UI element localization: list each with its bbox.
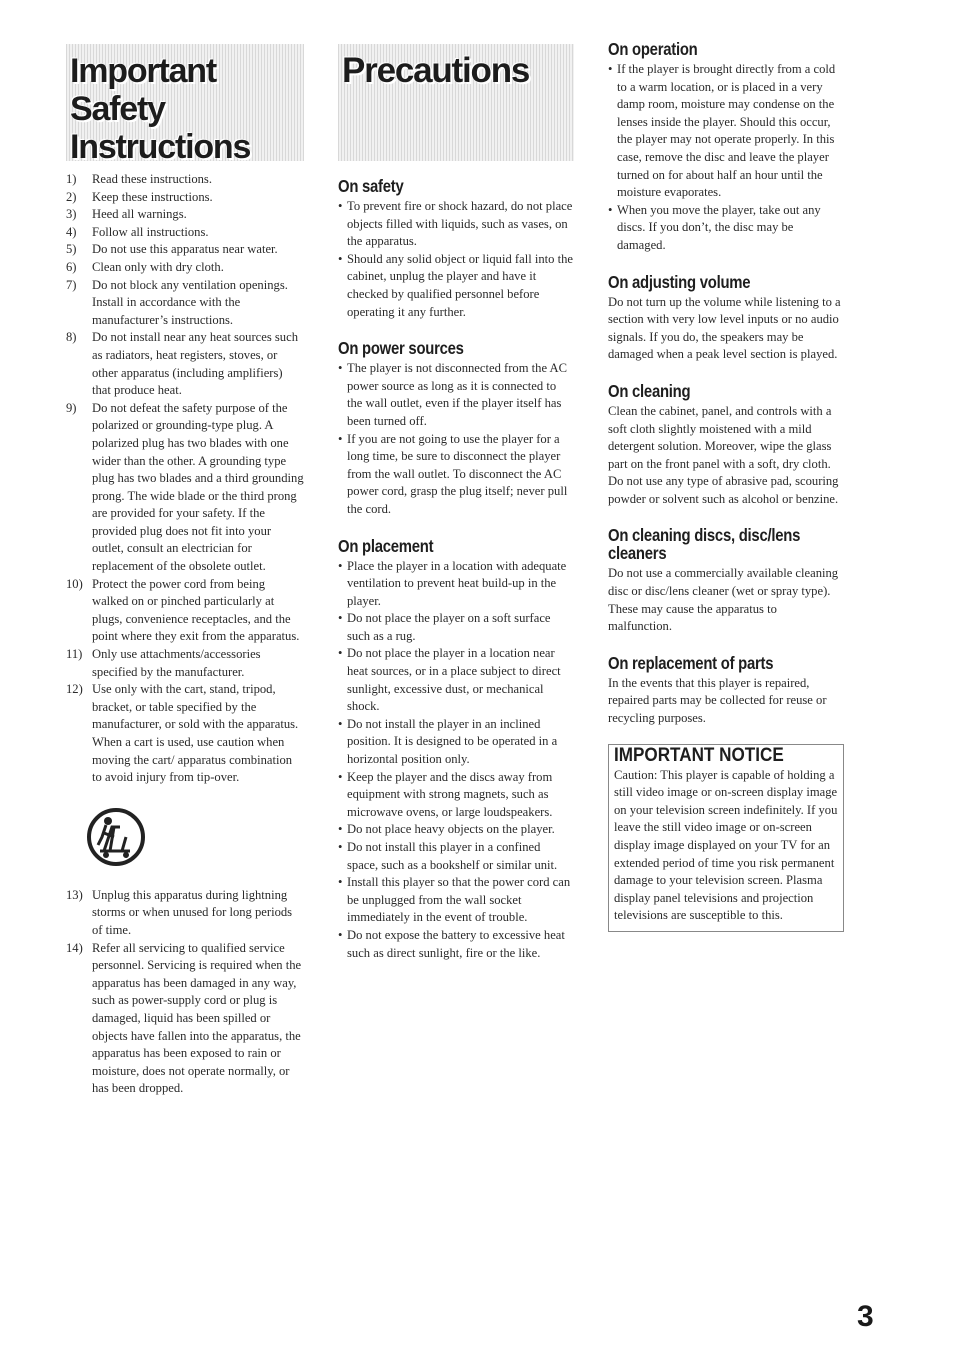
instruction-item	[66, 277, 304, 330]
precautions-column-continued	[608, 40, 844, 932]
section-heading: On placement	[338, 535, 434, 556]
section-heading: On operation	[608, 39, 698, 59]
section-text: Do not use a commercially available cleaning disc or disc/lens cleaner (wet or spray type). These may cause the apparatus to malfunction.	[608, 566, 839, 634]
instruction-number: 1)	[66, 172, 77, 186]
bullet-item: • Do not expose the battery to excessive heat such as direct sunlight, fire or the like.	[338, 927, 574, 962]
bullet-list	[338, 558, 574, 963]
bullet-list	[338, 360, 574, 518]
instruction-text: Unplug this apparatus during lightning storms or when unused for long periods of time.	[92, 887, 293, 937]
page-number: 3	[857, 1300, 874, 1333]
bullet-item: • Do not place heavy objects on the player.	[338, 821, 574, 839]
instruction-number: 8)	[66, 330, 77, 345]
safety-instructions-column	[66, 44, 304, 1098]
instruction-number: 3)	[66, 207, 77, 222]
bullet-item: • To prevent fire or shock hazard, do not place objects filled with liquids, such as vases, on the apparatus.	[338, 198, 574, 251]
bullet-item: • Place the player in a location with adequate ventilation to prevent heat build-up in the player.	[338, 558, 574, 611]
section-text: Do not turn up the volume while listening to a section with very low level inputs or no audio signals. If you do, the speakers may be damaged when a peak level section is played.	[608, 294, 841, 362]
instruction-item	[66, 329, 304, 399]
instruction-text: Do not defeat the safety purpose of the polarized or grounding-type plug. A polarized plug has two blades with one wider than the other. A grounding type plug has two blades and a third grounding prong. The wide blade or the third prong are provided for your safety. If the provided plug does not fit into your outlet, consult an electrician for replacement of the obsolete outlet.	[92, 400, 304, 574]
instructions-list-b	[66, 887, 304, 1098]
instruction-number: 5)	[66, 242, 77, 257]
instruction-item	[66, 241, 304, 259]
instruction-text: Heed all warnings.	[92, 207, 187, 222]
section-heading: On cleaning discs, disc/lens cleaners	[608, 525, 801, 564]
instruction-number: 14)	[66, 940, 83, 955]
precautions-banner	[338, 44, 574, 161]
bullet-item: • Keep the player and the discs away from equipment with strong magnets, such as microwave ovens, or large loudspeakers.	[338, 769, 574, 822]
instruction-number: 6)	[66, 259, 77, 274]
section-heading: On safety	[338, 176, 404, 196]
section-heading: On adjusting volume	[608, 271, 751, 292]
instruction-number: 13)	[66, 887, 83, 902]
instruction-item	[66, 400, 304, 576]
instruction-text: Clean only with dry cloth.	[92, 259, 224, 274]
instruction-text: Do not use this apparatus near water.	[92, 242, 278, 257]
bullet-item: • If you are not going to use the player for a long time, be sure to disconnect the player from the wall outlet. To disconnect the AC power cord, grasp the plug itself; never pull the cord.	[338, 431, 574, 519]
instruction-text: Read these instructions.	[92, 172, 212, 186]
notice-text: Caution: This player is capable of holding a still video image or on-screen display image on your television screen indefinitely. If you leave the still video image or on-screen display image displayed on your TV for an extended period of time you risk permanent damage to your television screen. Plasma display panel televisions and projection televisions are susceptible to this.	[614, 767, 838, 923]
instruction-text: Refer all servicing to qualified service personnel. Servicing is required when the apparatus has been damaged in any way, such as power-supply cord or plug is damaged, liquid has been spilled or objects have fallen into the apparatus, the apparatus has been exposed to rain or moisture, does not operate normally, or has been dropped.	[92, 940, 302, 1096]
section-power-sources	[338, 339, 574, 518]
precautions-column	[338, 44, 574, 962]
instruction-item	[66, 171, 304, 189]
section-heading: On cleaning	[608, 380, 691, 401]
instruction-number: 10)	[66, 576, 83, 591]
bullet-item: • If the player is brought directly from a cold to a warm location, or is placed in a very damp room, moisture may condense on the lenses inside the player. Should this occur, the player may not operate properly. In this case, remove the disc and leave the player turned on for about half an hour until the moisture evaporates.	[608, 61, 844, 202]
bullet-item: • Do not install the player in an inclined position. It is designed to be operated in a horizontal position only.	[338, 716, 574, 769]
instruction-item	[66, 259, 304, 277]
instruction-text: Do not block any ventilation openings. Install in accordance with the manufacturer’s instructions.	[92, 277, 288, 327]
section-text: Clean the cabinet, panel, and controls with a soft cloth slightly moistened with a mild detergent solution. Moreover, wipe the glass part on the front panel with a soft, dry cloth. Do not use any type of abrasive pad, scouring powder or solvent such as alcohol or benzine.	[608, 403, 839, 506]
instruction-text: Use only with the cart, stand, tripod, bracket, or table specified by the manufacturer, or sold with the apparatus. When a cart is used, use caution when moving the cart/ apparatus combination to avoid injury from tip-over.	[92, 682, 299, 785]
instruction-item	[66, 646, 304, 681]
instruction-number: 4)	[66, 224, 77, 239]
instruction-item	[66, 189, 304, 207]
section-replacement-parts	[608, 654, 844, 728]
section-cleaning	[608, 382, 844, 509]
instruction-item	[66, 224, 304, 242]
section-adjusting-volume	[608, 273, 844, 364]
instruction-number: 12)	[66, 682, 83, 697]
instruction-number: 2)	[66, 189, 77, 204]
instruction-number: 7)	[66, 277, 77, 292]
instruction-item	[66, 681, 304, 787]
instruction-number: 11)	[66, 647, 83, 662]
bullet-list	[338, 198, 574, 321]
banner-title-line1: Important Safety	[70, 52, 216, 128]
instruction-text: Protect the power cord from being walked on or pinched particularly at plugs, convenience receptacles, and the point where they exit from the apparatus.	[92, 576, 300, 644]
bullet-item: • Do not place the player in a location near heat sources, or in a place subject to direct sunlight, excessive dust, or mechanical shock.	[338, 645, 574, 715]
notice-heading: IMPORTANT NOTICE	[614, 744, 784, 766]
instruction-item	[66, 576, 304, 646]
important-notice-box	[608, 744, 844, 932]
bullet-list	[608, 61, 844, 255]
section-placement	[338, 537, 574, 963]
instruction-text: Only use attachments/accessories specified by the manufacturer.	[92, 647, 261, 679]
instruction-text: Keep these instructions.	[92, 189, 213, 204]
cart-warning-icon	[86, 807, 146, 867]
section-text: In the events that this player is repaired, repaired parts may be collected for reuse or recycling purposes.	[608, 675, 827, 726]
instruction-item	[66, 940, 304, 1098]
bullet-item: • When you move the player, take out any discs. If you don’t, the disc may be damaged.	[608, 202, 844, 255]
instruction-text: Follow all instructions.	[92, 224, 209, 239]
instruction-item	[66, 887, 304, 940]
bullet-item: • Install this player so that the power cord can be unplugged from the wall socket immediately in the event of trouble.	[338, 874, 574, 927]
section-heading: On replacement of parts	[608, 652, 774, 673]
bullet-item: • Do not place the player on a soft surface such as a rug.	[338, 610, 574, 645]
section-heading: On power sources	[338, 338, 464, 359]
instruction-text: Do not install near any heat sources such as radiators, heat registers, stoves, or other apparatus (including amplifiers) that produce heat.	[92, 330, 298, 398]
bullet-item: • The player is not disconnected from the AC power source as long as it is connected to the wall outlet, even if the player itself has been turned off.	[338, 360, 574, 430]
section-safety	[338, 177, 574, 321]
bullet-item: • Should any solid object or liquid fall into the cabinet, unplug the player and have it checked by qualified personnel before operating it any further.	[338, 251, 574, 321]
precautions-title: Precautions	[342, 51, 530, 90]
banner-title-line2: Instructions	[70, 128, 251, 166]
section-operation	[608, 40, 844, 255]
instructions-list-a	[66, 171, 304, 787]
instruction-number: 9)	[66, 400, 77, 415]
instruction-item	[66, 206, 304, 224]
safety-instructions-banner	[66, 44, 304, 166]
bullet-item: • Do not install this player in a confined space, such as a bookshelf or similar unit.	[338, 839, 574, 874]
section-cleaning-discs	[608, 526, 844, 635]
